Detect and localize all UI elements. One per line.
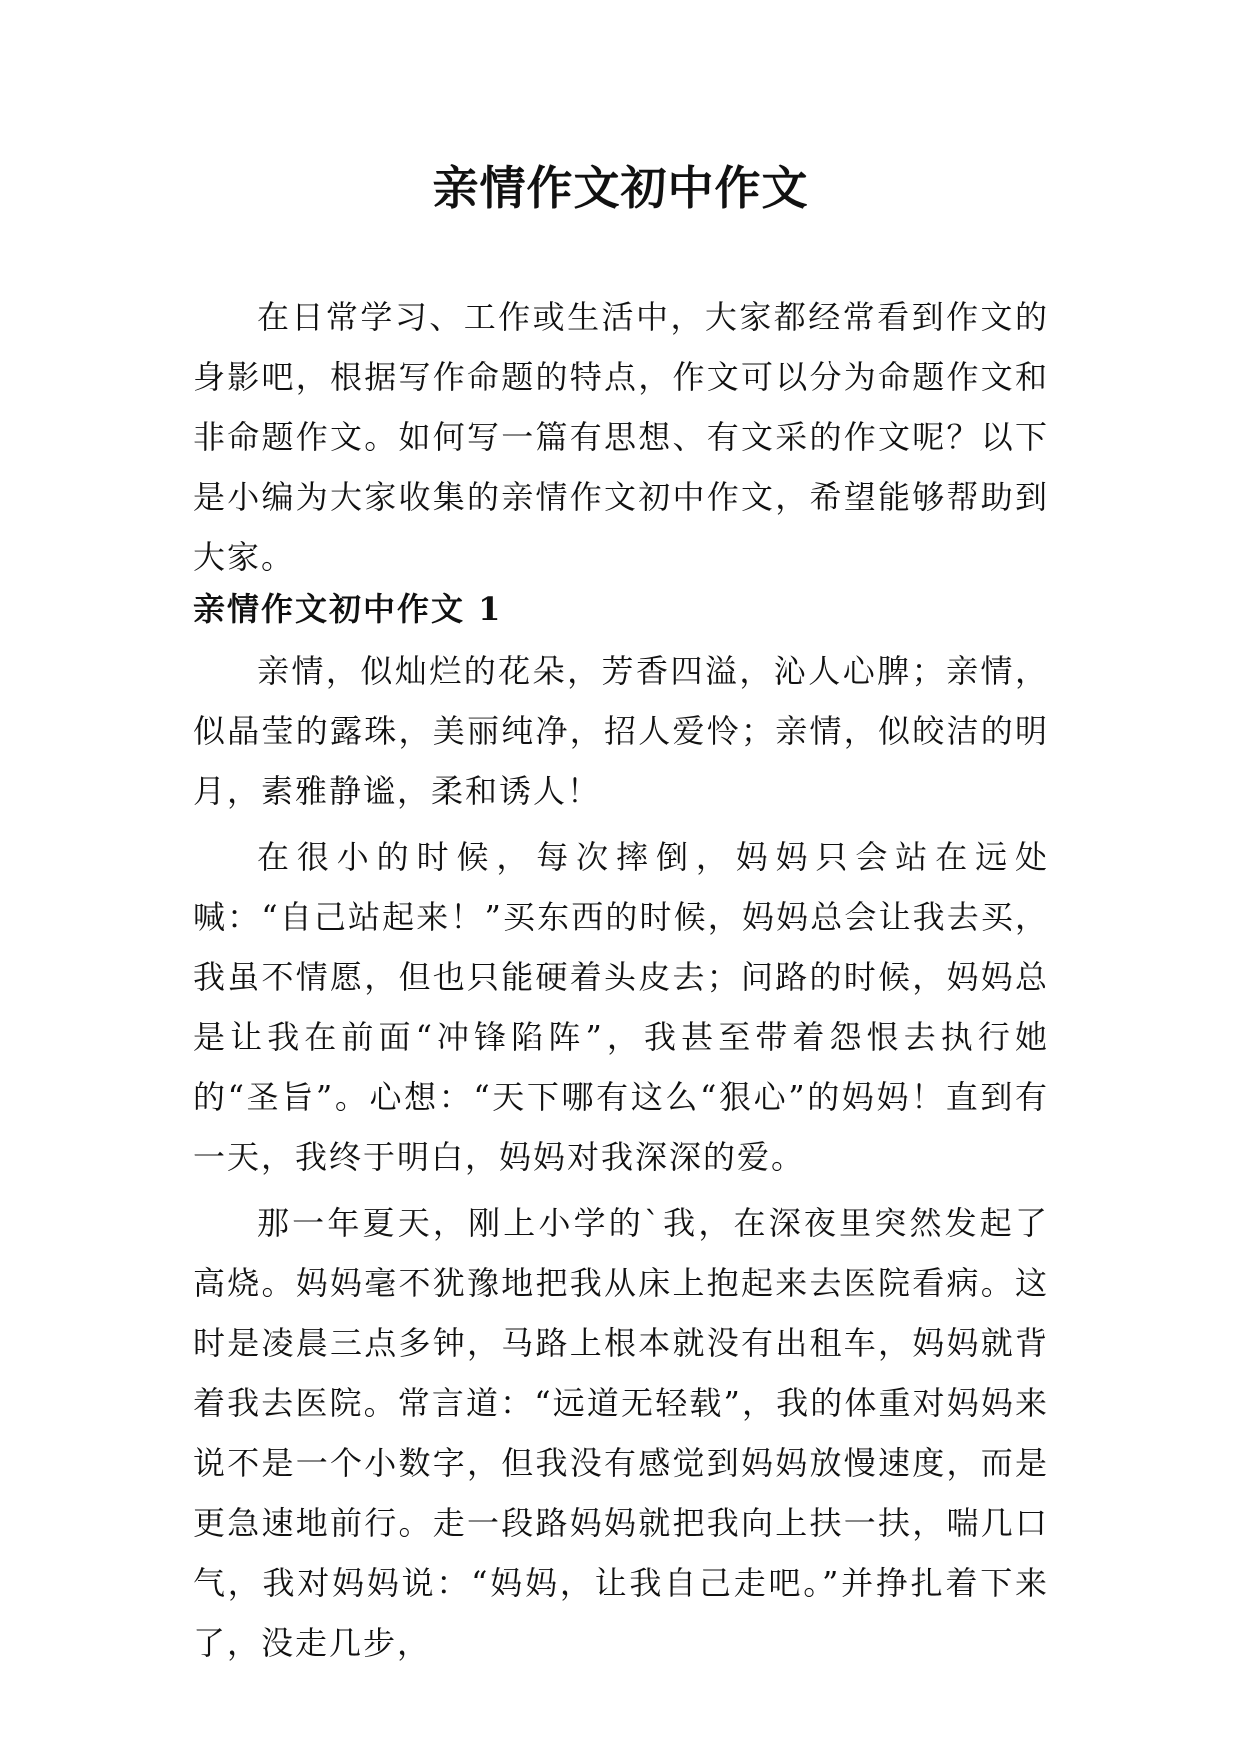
essay-body	[193, 641, 1049, 1679]
essay-paragraph: 亲情，似灿烂的花朵，芳香四溢，沁人心脾；亲情，似晶莹的露珠，美丽纯净，招人爱怜；亲情，似皎洁的明月，素雅静谧，柔和诱人！	[193, 652, 1049, 810]
intro-paragraph: 在日常学习、工作或生活中，大家都经常看到作文的身影吧，根据写作命题的特点，作文可以分为命题作文和非命题作文。如何写一篇有思想、有文采的作文呢？以下是小编为大家收集的亲情作文初中作文，希望能够帮助到大家。	[193, 298, 1049, 576]
essay-paragraph: 在很小的时候，每次摔倒，妈妈只会站在远处喊：“自己站起来！”买东西的时候，妈妈总会让我去买，我虽不情愿，但也只能硬着头皮去；问路的时候，妈妈总是让我在前面“冲锋陷阵”，我甚至带着怨恨去执行她的“圣旨”。心想：“天下哪有这么“狠心”的妈妈！直到有一天，我终于明白，妈妈对我深深的爱。	[193, 838, 1049, 1176]
document-title: 亲情作文初中作文	[432, 161, 809, 215]
section-heading: 亲情作文初中作文 1	[193, 590, 503, 628]
essay-paragraph: 那一年夏天，刚上小学的`我，在深夜里突然发起了高烧。妈妈毫不犹豫地把我从床上抱起来去医院看病。这时是凌晨三点多钟，马路上根本就没有出租车，妈妈就背着我去医院。常言道：“远道无轻载”，我的体重对妈妈来说不是一个小数字，但我没有感觉到妈妈放慢速度，而是更急速地前行。走一段路妈妈就把我向上扶一扶，喘几口气，我对妈妈说：“妈妈，让我自己走吧。”并挣扎着下来了，没走几步，	[193, 1204, 1049, 1662]
